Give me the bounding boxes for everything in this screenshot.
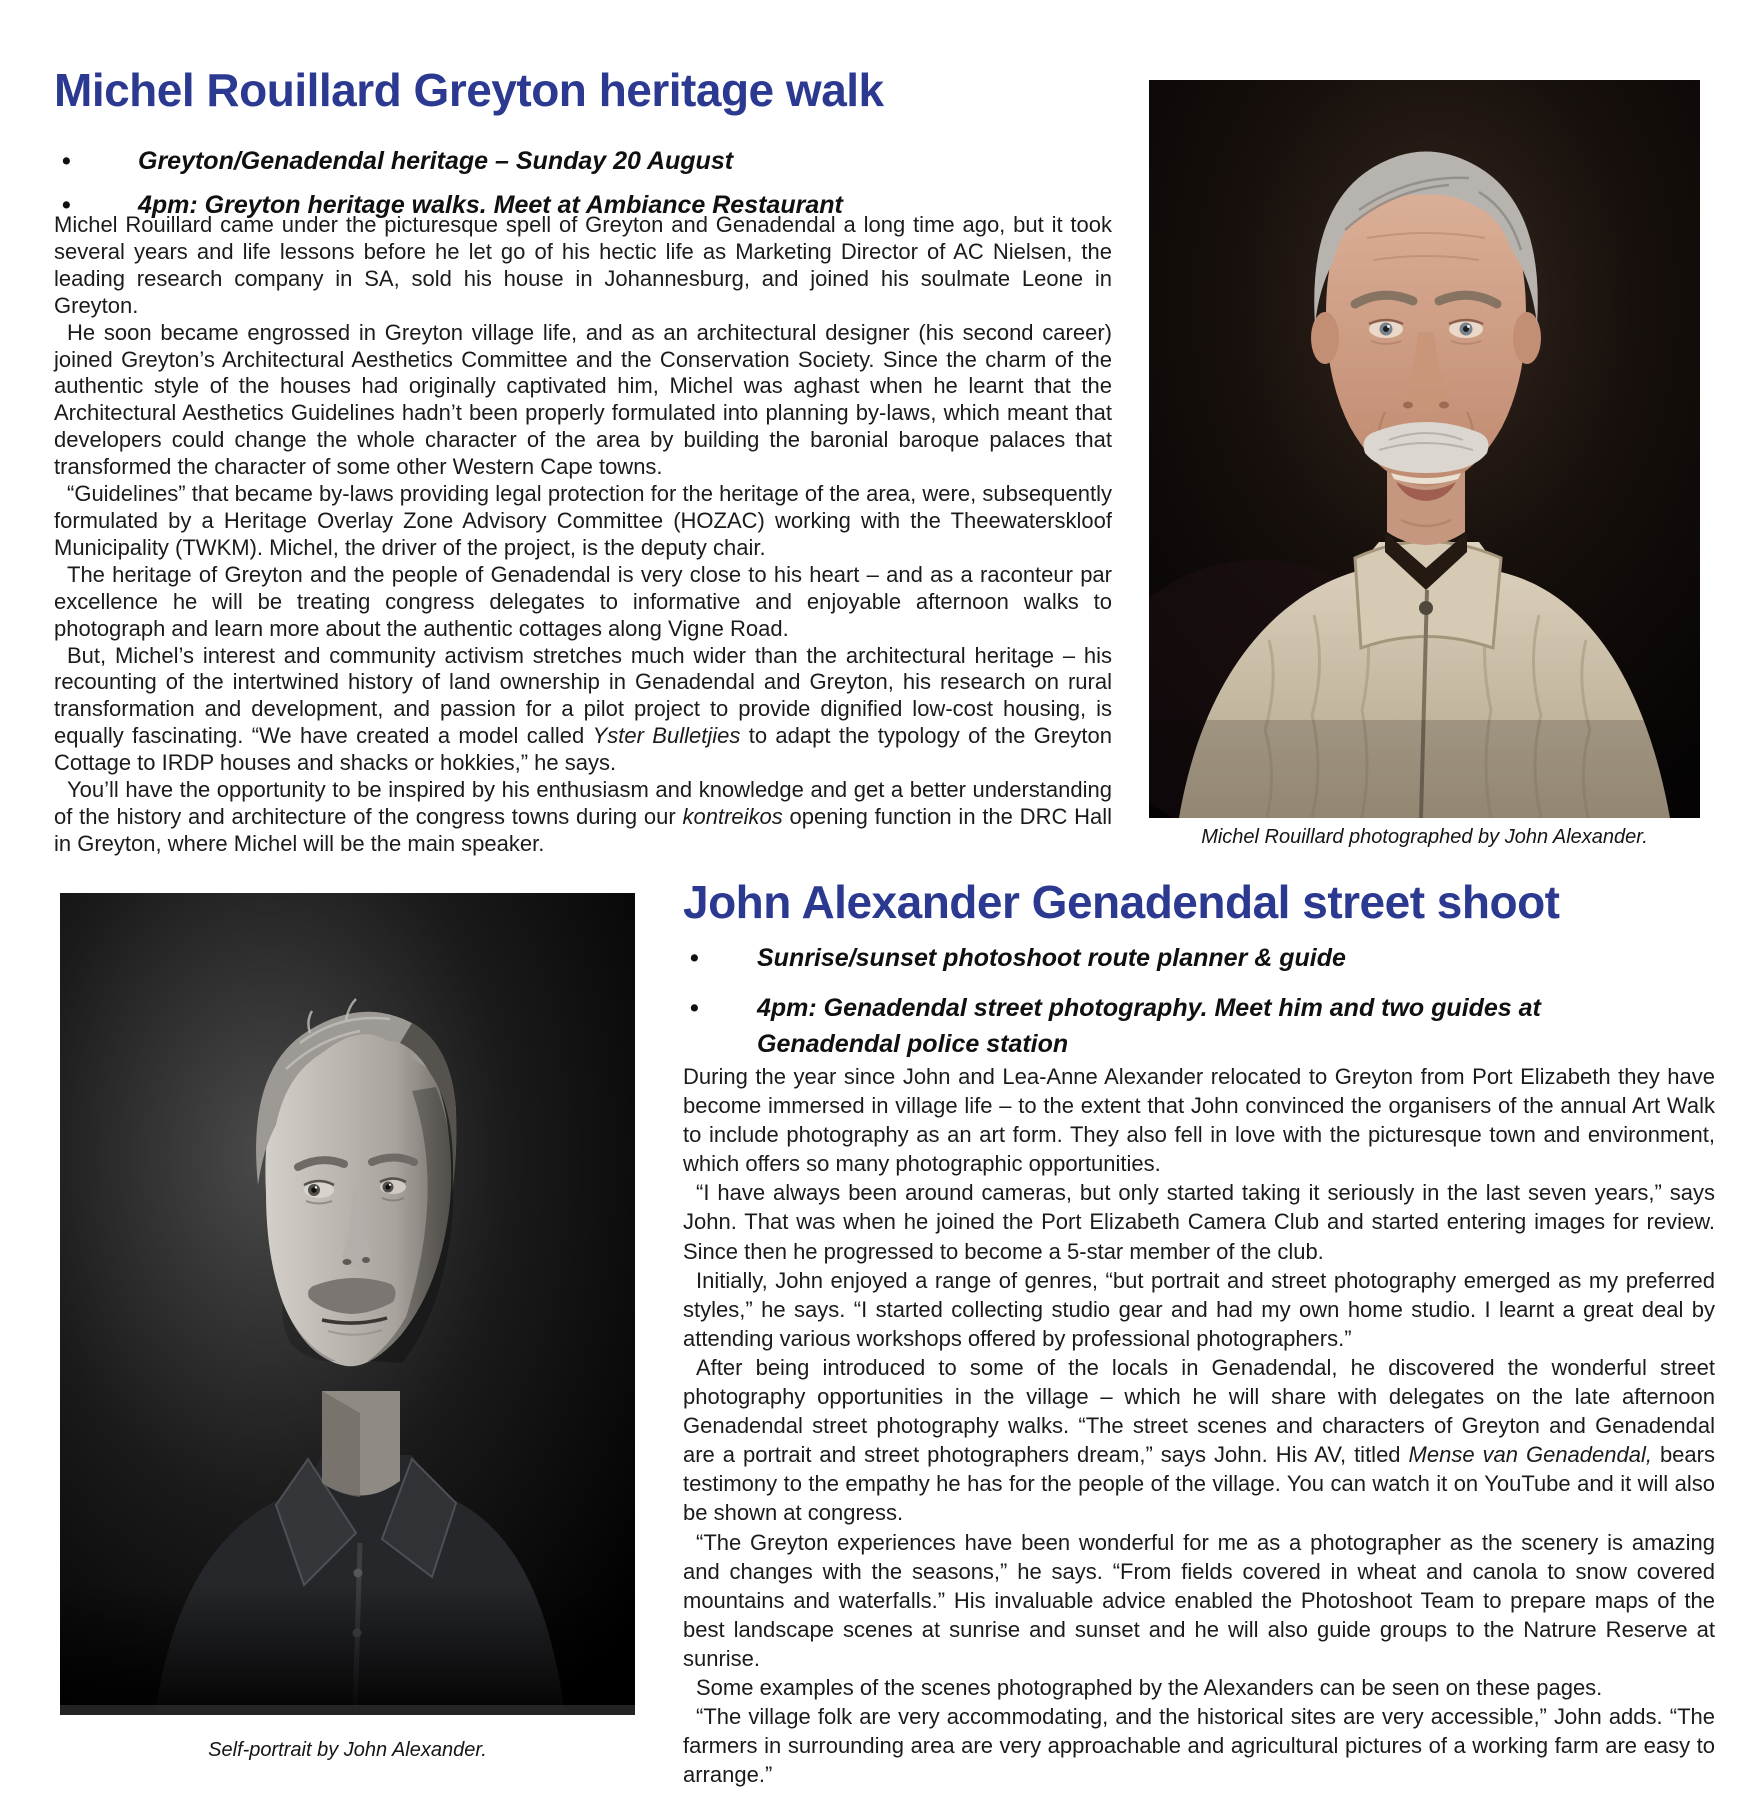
paragraph: During the year since John and Lea-Anne Alexander relocated to Greyton from Port Elizabeth they have become immersed in village life – to the extent that John convinced the organisers of the annual Art Walk to include photography as an art form. They also fell in love with the picturesque town and environment, which offers so many photographic opportunities. (683, 1064, 1715, 1177)
bullet-item (690, 940, 1648, 976)
moustache (1364, 422, 1489, 473)
paragraph: The heritage of Greyton and the people of Genadendal is very close to his heart – and as a raconteur par excellence he will be treating congress delegates to informative and enjoyable afternoon walks to photograph and learn more about the authentic cottages along Vigne Road. (54, 561, 1112, 641)
paragraph: Initially, John enjoyed a range of genres, “but portrait and street photography emerged as my preferred styles,” he says. “I started collecting studio gear and had my own home studio. I learnt a great deal by attending various workshops offered by professional photographers.” (683, 1267, 1715, 1351)
john-alexander-photo (60, 893, 635, 1715)
bullet-icon: • (62, 147, 71, 175)
john-photo-caption: Self-portrait by John Alexander. (208, 1739, 487, 1761)
paragraph: “The Greyton experiences have been wonderful for me as a photographer as the scenery is amazing and changes with the seasons,” he says. “From fields covered in wheat and canola to snow covered mountains and waterfalls.” His invaluable advice enabled the Photoshoot Team to prepare maps of the best landscape scenes at sunrise and sunset and he will also guide groups to the Natrure Reserve at sunrise. (683, 1529, 1715, 1671)
paragraph: You’ll have the opportunity to be inspired by his enthusiasm and knowledge and get a better understanding of the history and architecture of the congress towns during our kontreikos opening function in the DRC Hall in Greyton, where Michel will be the main speaker. (54, 777, 1113, 856)
bullet-item (62, 146, 1062, 176)
article-michel-title: Michel Rouillard Greyton heritage walk (54, 64, 884, 116)
bullet-text: 4pm: Greyton heritage walks. Meet at Ambiance Restaurant (138, 191, 843, 219)
paragraph: Michel Rouillard came under the picturesque spell of Greyton and Genadendal a long time ago, but it took several years and life lessons before he let go of his hectic life as Marketing Director of AC Nielsen, the leading research company in SA, sold his house in Johannesburg, and joined his soulmate Leone in Greyton. (54, 212, 1112, 318)
michel-photo-caption: Michel Rouillard photographed by John Alexander. (1201, 826, 1648, 848)
article-michel-body (54, 212, 1112, 858)
john-self-portrait-illustration (60, 893, 635, 1715)
bullet-item (690, 990, 1648, 1062)
article-john-title: John Alexander Genadendal street shoot (683, 876, 1560, 928)
paragraph: Some examples of the scenes photographed by the Alexanders can be seen on these pages. (696, 1674, 1603, 1700)
article-john-body (683, 1062, 1715, 1789)
bullet-icon: • (690, 994, 699, 1022)
michel-portrait-illustration (1149, 80, 1700, 818)
article-john-bullets (690, 940, 1648, 1062)
bullet-text: 4pm: Genadendal street photography. Meet him and two guides at Genadendal police station (757, 994, 1541, 1058)
michel-rouillard-photo (1149, 80, 1700, 818)
paragraph: After being introduced to some of the locals in Genadendal, he discovered the wonderful street photography opportunities in the village – which he will share with delegates on the late afternoon Genadendal street photography walks. “The street scenes and characters of Greyton and Genadendal are a portrait and street photographers dream,” says John. His AV, titled Mense van Genadendal, bears testimony to the empathy he has for the people of the village. You can watch it on YouTube and it will also be shown at congress. (683, 1354, 1715, 1526)
paragraph: “Guidelines” that became by-laws providing legal protection for the heritage of the area, were, subsequently formulated by a Heritage Overlay Zone Advisory Committee (HOZAC) working with the Theewaterskloof Municipality (TWKM). Michel, the driver of the project, is the deputy chair. (54, 481, 1112, 560)
bullet-text: Sunrise/sunset photoshoot route planner & guide (757, 944, 1346, 972)
paragraph: But, Michel’s interest and community activism stretches much wider than the architectural heritage – his recounting of the intertwined history of land ownership in Genadendal and Greyton, his research on rural transformation and development, and passion for a pilot project to provide dignified low-cost housing, is equally fascinating. “We have created a model called Yster Bulletjies to adapt the typology of the Greyton Cottage to IRDP houses and shacks or hokkies,” he says. (54, 642, 1112, 776)
paragraph: “The village folk are very accommodating, and the historical sites are very accessible,” John adds. “The farmers in surrounding area are very approachable and agricultural pictures of a working farm are easy to arrange.” (683, 1704, 1715, 1788)
bullet-text: Greyton/Genadendal heritage – Sunday 20 August (138, 147, 734, 175)
paragraph: He soon became engrossed in Greyton village life, and as an architectural designer (his second career) joined Greyton’s Architectural Aesthetics Committee and the Conservation Society. Since the charm of the authentic style of the houses had originally captivated him, Michel was aghast when he learnt that the Architectural Aesthetics Guidelines hadn’t been properly formulated into planning by-laws, which meant that developers could change the whole character of the area by building the baronial baroque palaces that transformed the character of some other Western Cape towns. (54, 319, 1112, 480)
article-michel-bullets (62, 146, 1062, 220)
bullet-icon: • (690, 944, 699, 972)
bullet-icon: • (62, 191, 71, 219)
paragraph: “I have always been around cameras, but only started taking it seriously in the last seven years,” says John. That was when he joined the Port Elizabeth Camera Club and started entering images for review. Since then he progressed to become a 5-star member of the club. (683, 1180, 1715, 1264)
